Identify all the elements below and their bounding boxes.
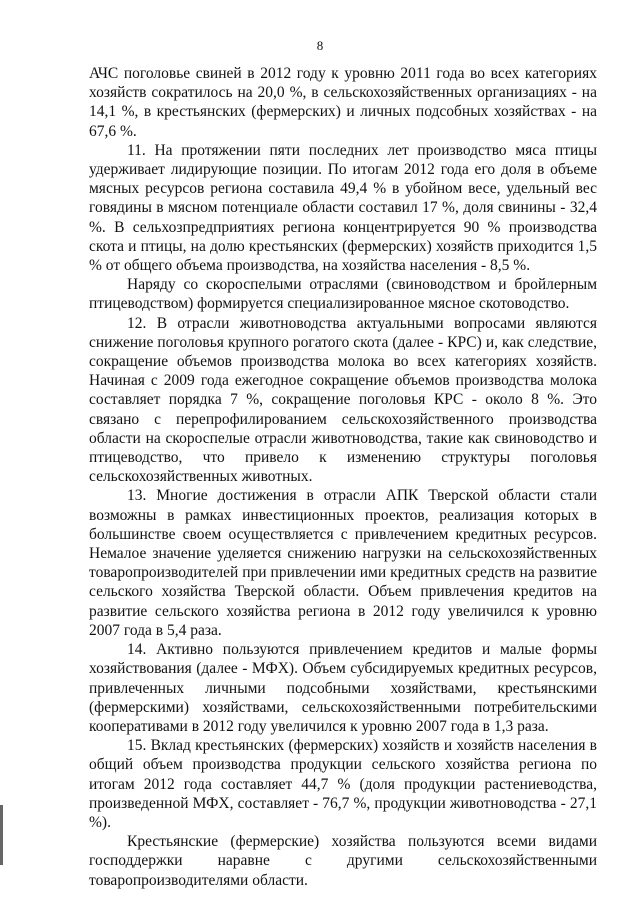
paragraph-11: 11. На протяжении пяти последних лет производство мяса птицы удерживает лидирующие позиции. По итогам 2012 года его доля в объеме мясных ресурсов региона составила 49,4 % в убойном весе, удельный вес говядины в мясном потенциале области составил 17 %, доля свинины - 32,4 %. В сельхозпредприятиях региона концентрируется 90 % производства скота и птицы, на долю крестьянских (фермерских) хозяйств приходится 1,5 % от общего объема производства, на хозяйства населения - 8,5 %. bbox=[89, 141, 597, 275]
page-number: 8 bbox=[316, 38, 324, 53]
paragraph-13: 13. Многие достижения в отрасли АПК Тверской области стали возможны в рамках инвестиционных проектов, реализация которых в большинстве своем осуществляется с привлечением кредитных ресурсов. Немалое значение уделяется снижению нагрузки на сельскохозяйственных товаропроизводителей при привлечении ими кредитных средств на развитие сельского хозяйства Тверской области. Объем привлечения кредитов на развитие сельского хозяйства региона в 2012 году увеличился к уровню 2007 года в 5,4 раза. bbox=[89, 487, 597, 639]
paragraph-12: 12. В отрасли животноводства актуальными вопросами являются снижение поголовья крупного рогатого скота (далее - КРС) и, как следствие, сокращение объемов производства молока во всех категориях хозяйств. Начиная с 2009 года ежегодное сокращение объемов производства молока составляет порядка 7 %, сокращение поголовья КРС - около 8 %. Это связано с перепрофилированием сельскохозяйственного производства области на скороспелые отрасли животноводства, такие как свиноводство и птицеводство, что привело к изменению структуры поголовья сельскохозяйственных животных. bbox=[89, 314, 597, 486]
scan-edge-mark bbox=[0, 805, 3, 865]
paragraph-meat-cattle: Наряду со скороспелыми отраслями (свиноводством и бройлерным птицеводством) формируется специализированное мясное скотоводство. bbox=[89, 276, 597, 313]
document-body bbox=[89, 64, 597, 890]
paragraph-14: 14. Активно пользуются привлечением кредитов и малые формы хозяйствования (далее - МФХ). Объем субсидируемых кредитных ресурсов, привлеченных личными подсобными хозяйствами, крестьянскими (фермерскими) хозяйствами, сельскохозяйственными потребительскими кооперативами в 2012 году увеличился к уровню 2007 года в 1,3 раза. bbox=[89, 641, 597, 735]
paragraph-continuation: АЧС поголовье свиней в 2012 году к уровню 2011 года во всех категориях хозяйств сократилось на 20,0 %, в сельскохозяйственных организациях - на 14,1 %, в крестьянских (фермерских) и личных подсобных хозяйствах - на 67,6 %. bbox=[89, 65, 597, 140]
paragraph-15: 15. Вклад крестьянских (фермерских) хозяйств и хозяйств населения в общий объем производства продукции сельского хозяйства региона по итогам 2012 года составляет 44,7 % (доля продукции растениеводства, произведенной МФХ, составляет - 76,7 %, продукции животноводства - 27,1 %). bbox=[89, 737, 597, 831]
paragraph-farm-support: Крестьянские (фермерские) хозяйства пользуются всеми видами господдержки наравне с другими сельскохозяйственными товаропроизводителями области. bbox=[89, 833, 597, 889]
